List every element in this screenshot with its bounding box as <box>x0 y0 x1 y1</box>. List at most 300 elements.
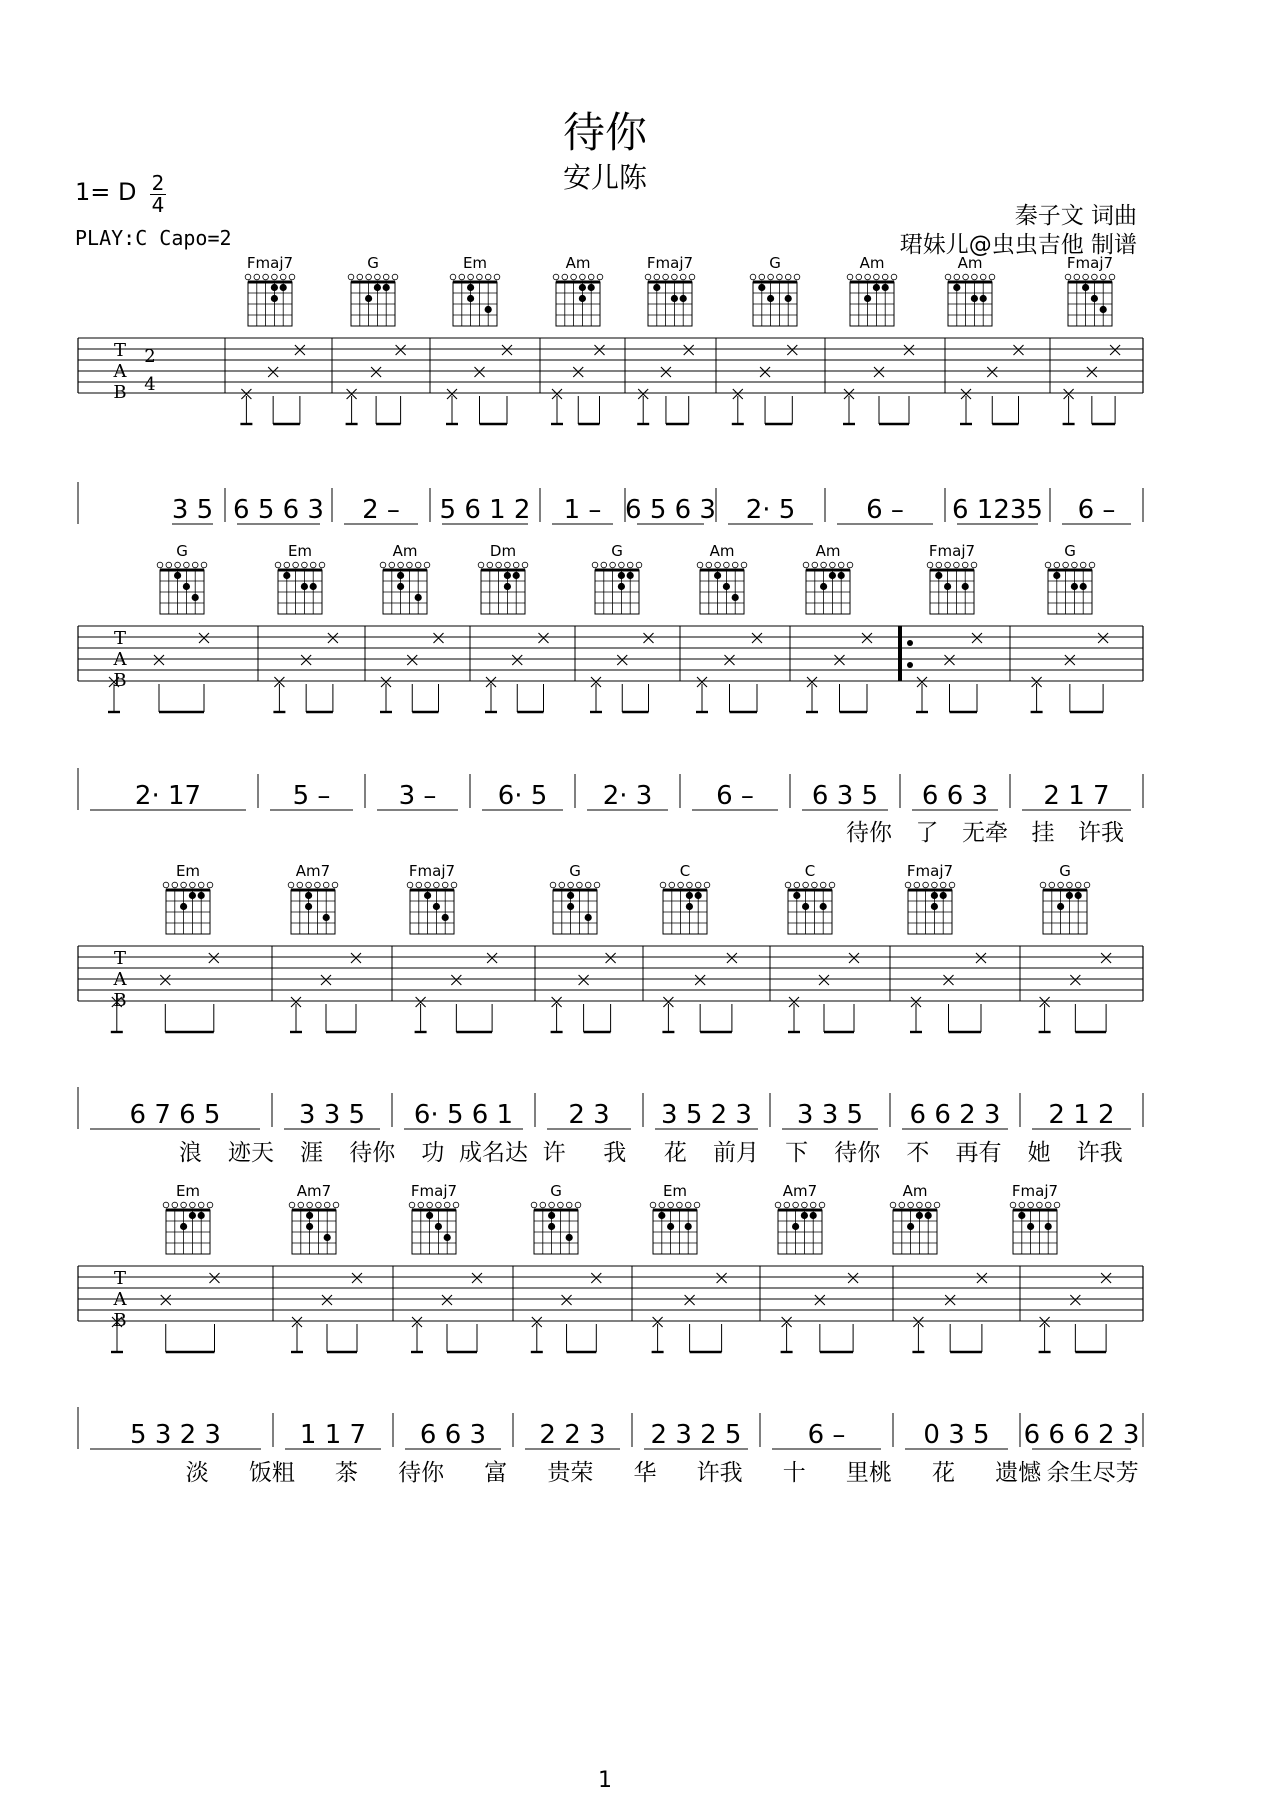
finger-dot <box>820 903 827 910</box>
open-string-marker <box>847 274 853 280</box>
open-string-marker <box>424 562 430 568</box>
open-string-marker <box>198 1202 204 1208</box>
lyric-word: 再有 <box>955 1140 1002 1166</box>
finger-dot <box>192 594 199 601</box>
lyric-word: 成名达 <box>458 1140 528 1166</box>
chord-name: Am <box>902 1182 928 1200</box>
finger-dot <box>618 572 625 579</box>
lyric-word: 迹天 <box>227 1140 274 1166</box>
finger-dot <box>785 295 792 302</box>
tab-strum-mark <box>210 1273 220 1283</box>
lyric-word: 许我 <box>1076 1140 1123 1166</box>
tab-strum-mark <box>976 953 986 963</box>
tab-strum-mark <box>1098 633 1108 643</box>
jianpu-measure: 3 3 5 <box>796 1100 864 1130</box>
chord-diagram <box>163 1202 213 1254</box>
jianpu-measure: 5 – <box>292 781 331 811</box>
open-string-marker <box>1083 274 1089 280</box>
open-string-marker <box>890 1202 896 1208</box>
open-string-marker <box>865 274 871 280</box>
open-string-marker <box>450 274 456 280</box>
tab-strum-mark <box>987 367 997 377</box>
tab-strum-mark <box>1065 655 1075 665</box>
open-string-marker <box>407 882 413 888</box>
chord-diagram <box>348 274 398 326</box>
open-string-marker <box>562 274 568 280</box>
jianpu-measure: 6 6 3 <box>921 781 989 811</box>
open-string-marker <box>908 1202 914 1208</box>
finger-dot <box>864 295 871 302</box>
finger-dot <box>1100 306 1107 313</box>
finger-dot <box>566 1234 573 1241</box>
lyric-word: 她 <box>1027 1140 1051 1166</box>
tab-strum-mark <box>874 367 884 377</box>
open-string-marker <box>659 1202 665 1208</box>
open-string-marker <box>802 1202 808 1208</box>
lyric-word: 里桃 <box>845 1460 892 1486</box>
finger-dot <box>686 903 693 910</box>
finger-dot <box>1057 903 1064 910</box>
tab-strum-mark <box>209 953 219 963</box>
open-string-marker <box>332 882 338 888</box>
chord-name: Fmaj7 <box>1066 254 1114 272</box>
lyric-word: 十 <box>782 1460 806 1486</box>
chord-name: Fmaj7 <box>646 254 694 272</box>
tab-strum-mark <box>1014 345 1024 355</box>
open-string-marker <box>1084 882 1090 888</box>
tab-clef-letter: T <box>113 1268 127 1289</box>
open-string-marker <box>794 882 800 888</box>
open-string-marker <box>198 882 204 888</box>
tab-strum-mark <box>451 975 461 985</box>
open-string-marker <box>685 1202 691 1208</box>
finger-dot <box>305 892 312 899</box>
open-string-marker <box>513 562 519 568</box>
finger-dot <box>180 903 187 910</box>
chord-name: Am7 <box>782 1182 818 1200</box>
tab-strum-mark <box>371 367 381 377</box>
finger-dot <box>504 572 511 579</box>
jianpu-measure: 2 3 2 5 <box>650 1420 742 1450</box>
open-string-marker <box>434 882 440 888</box>
tab-strum-mark <box>725 655 735 665</box>
tab-strum-mark <box>684 345 694 355</box>
jianpu-measure: 2 – <box>362 495 400 525</box>
tab-strum-mark <box>407 655 417 665</box>
open-string-marker <box>768 274 774 280</box>
credit-arranger: 珺妹儿@虫虫吉他 制谱 <box>899 232 1137 258</box>
lyric-word: 饭粗 <box>248 1460 295 1486</box>
tab-strum-mark <box>644 633 654 643</box>
chord-name: G <box>769 254 781 272</box>
open-string-marker <box>571 274 577 280</box>
finger-dot <box>310 583 317 590</box>
tab-strum-mark <box>351 953 361 963</box>
tab-strum-mark <box>1101 1273 1111 1283</box>
lyric-word: 待你 <box>398 1460 445 1486</box>
chord-diagram <box>905 882 955 934</box>
finger-dot <box>301 583 308 590</box>
jianpu-measure: 6 3 5 <box>811 781 879 811</box>
lyric-word: 许我 <box>1078 820 1124 846</box>
open-string-marker <box>380 562 386 568</box>
open-string-marker <box>172 882 178 888</box>
lyric-word: 无牵 <box>962 820 1008 846</box>
open-string-marker <box>1058 882 1064 888</box>
chord-name: C <box>804 862 816 880</box>
tab-staff <box>78 1266 1143 1352</box>
chord-diagram <box>531 1202 581 1254</box>
open-string-marker <box>936 562 942 568</box>
finger-dot <box>397 572 404 579</box>
open-string-marker <box>793 1202 799 1208</box>
finger-dot <box>940 892 947 899</box>
chord-diagram <box>163 882 213 934</box>
chord-diagram <box>550 882 600 934</box>
finger-dot <box>829 572 836 579</box>
tab-strum-mark <box>573 367 583 377</box>
open-string-marker <box>558 1202 564 1208</box>
open-string-marker <box>619 562 625 568</box>
jianpu-measure: 2· 5 <box>745 495 796 525</box>
open-string-marker <box>1037 1202 1043 1208</box>
open-string-marker <box>680 274 686 280</box>
lyric-word: 贵荣 <box>547 1460 594 1486</box>
tab-clef-letter: T <box>113 628 127 649</box>
chord-name: Em <box>287 542 313 560</box>
open-string-marker <box>1019 1202 1025 1208</box>
open-string-marker <box>416 882 422 888</box>
jianpu-measure: 5 6 1 2 <box>439 495 531 525</box>
open-string-marker <box>254 274 260 280</box>
finger-dot <box>397 583 404 590</box>
open-string-marker <box>669 882 675 888</box>
jianpu-measure: 2 1 7 <box>1043 781 1110 811</box>
chord-name: Fmaj7 <box>928 542 976 560</box>
finger-dot <box>820 583 827 590</box>
lyric-word: 了 <box>915 820 939 846</box>
tab-strum-mark <box>819 975 829 985</box>
open-string-marker <box>307 1202 313 1208</box>
open-string-marker <box>245 274 251 280</box>
finger-dot <box>732 594 739 601</box>
tab-strum-mark <box>760 367 770 377</box>
open-string-marker <box>1074 274 1080 280</box>
finger-dot <box>579 284 586 291</box>
lyric-word: 遗憾 <box>995 1460 1042 1486</box>
finger-dot <box>271 295 278 302</box>
repeat-dot <box>907 640 913 646</box>
tab-strum-mark <box>717 1273 727 1283</box>
open-string-marker <box>323 882 329 888</box>
tab-strum-mark <box>434 633 444 643</box>
tab-strum-mark <box>154 655 164 665</box>
open-string-marker <box>829 882 835 888</box>
open-string-marker <box>706 562 712 568</box>
finger-dot <box>1053 572 1060 579</box>
finger-dot <box>714 572 721 579</box>
tab-strum-mark <box>475 367 485 377</box>
chord-diagram <box>1065 274 1115 326</box>
tab-clef-letter: B <box>113 1310 127 1331</box>
chord-name: Am7 <box>295 862 331 880</box>
open-string-marker <box>663 274 669 280</box>
open-string-marker <box>917 1202 923 1208</box>
tab-strum-mark <box>685 1295 695 1305</box>
open-string-marker <box>785 882 791 888</box>
finger-dot <box>283 572 290 579</box>
chord-name: G <box>367 254 379 272</box>
tab-strum-mark <box>815 1295 825 1305</box>
lyric-word: 下 <box>785 1140 809 1166</box>
tab-time-sig: 4 <box>144 374 156 395</box>
jianpu-measure: 2 2 3 <box>539 1420 606 1450</box>
chord-diagram <box>380 562 430 614</box>
chord-name: Em <box>662 1182 688 1200</box>
finger-dot <box>306 1223 313 1230</box>
open-string-marker <box>830 562 836 568</box>
open-string-marker <box>1045 1202 1051 1208</box>
chord-diagram <box>1010 1202 1060 1254</box>
finger-dot <box>767 295 774 302</box>
jianpu-measure: 3 5 2 3 <box>661 1100 752 1130</box>
lyric-word: 挂 <box>1031 820 1055 846</box>
open-string-marker <box>531 1202 537 1208</box>
finger-dot <box>324 1234 331 1241</box>
open-string-marker <box>298 1202 304 1208</box>
open-string-marker <box>181 1202 187 1208</box>
jianpu-measure: 6 6 3 <box>419 1420 487 1450</box>
open-string-marker <box>505 562 511 568</box>
open-string-marker <box>293 562 299 568</box>
chord-diagram <box>409 1202 459 1254</box>
open-string-marker <box>794 274 800 280</box>
chord-name: G <box>1064 542 1076 560</box>
open-string-marker <box>184 562 190 568</box>
open-string-marker <box>1080 562 1086 568</box>
open-string-marker <box>989 274 995 280</box>
finger-dot <box>567 892 574 899</box>
open-string-marker <box>1054 1202 1060 1208</box>
tab-strum-mark <box>512 655 522 665</box>
chord-diagram <box>1045 562 1095 614</box>
open-string-marker <box>522 562 528 568</box>
open-string-marker <box>324 1202 330 1208</box>
tab-strum-mark <box>835 655 845 665</box>
tab-strum-mark <box>862 633 872 643</box>
tab-strum-mark <box>617 655 627 665</box>
finger-dot <box>627 572 634 579</box>
jianpu-measure: 6 6 6 2 3 <box>1023 1420 1140 1450</box>
tab-clef-letter: B <box>113 382 127 403</box>
jianpu-measure: 6 – <box>807 1420 846 1450</box>
open-string-marker <box>289 274 295 280</box>
open-string-marker <box>923 882 929 888</box>
open-string-marker <box>803 562 809 568</box>
open-string-marker <box>678 882 684 888</box>
tab-strum-mark <box>945 655 955 665</box>
open-string-marker <box>427 1202 433 1208</box>
chord-diagram <box>775 1202 825 1254</box>
finger-dot <box>306 1212 313 1219</box>
open-string-marker <box>418 1202 424 1208</box>
finger-dot <box>1082 284 1089 291</box>
finger-dot <box>435 1223 442 1230</box>
open-string-marker <box>687 882 693 888</box>
finger-dot <box>365 295 372 302</box>
open-string-marker <box>1109 274 1115 280</box>
open-string-marker <box>477 274 483 280</box>
jianpu-measure: 2 1 2 <box>1048 1100 1115 1130</box>
open-string-marker <box>963 274 969 280</box>
finger-dot <box>198 892 205 899</box>
chord-diagram <box>1040 882 1090 934</box>
open-string-marker <box>585 882 591 888</box>
finger-dot <box>658 1212 665 1219</box>
finger-dot <box>980 295 987 302</box>
open-string-marker <box>485 274 491 280</box>
finger-dot <box>695 892 702 899</box>
tab-staff <box>78 338 1143 424</box>
finger-dot <box>305 903 312 910</box>
credit-composer: 秦子文 词曲 <box>1014 203 1137 229</box>
finger-dot <box>426 1212 433 1219</box>
open-string-marker <box>677 1202 683 1208</box>
open-string-marker <box>645 274 651 280</box>
tab-strum-mark <box>591 1273 601 1283</box>
finger-dot <box>1080 583 1087 590</box>
lyric-word: 前月 <box>712 1140 759 1166</box>
open-string-marker <box>594 882 600 888</box>
lyric-word: 许 <box>542 1140 566 1166</box>
tab-strum-mark <box>972 633 982 643</box>
open-string-marker <box>540 1202 546 1208</box>
open-string-marker <box>932 882 938 888</box>
finger-dot <box>415 594 422 601</box>
chord-diagram <box>245 274 295 326</box>
open-string-marker <box>207 1202 213 1208</box>
finger-dot <box>667 1223 674 1230</box>
finger-dot <box>793 892 800 899</box>
finger-dot <box>953 284 960 291</box>
open-string-marker <box>166 562 172 568</box>
tab-strum-mark <box>1110 345 1120 355</box>
open-string-marker <box>905 882 911 888</box>
tab-strum-mark <box>322 1295 332 1305</box>
finger-dot <box>383 284 390 291</box>
finger-dot <box>271 284 278 291</box>
finger-dot <box>686 892 693 899</box>
tab-strum-mark <box>160 975 170 985</box>
chord-diagram <box>750 274 800 326</box>
open-string-marker <box>627 562 633 568</box>
tab-strum-mark <box>787 345 797 355</box>
lyric-word: 许我 <box>696 1460 743 1486</box>
open-string-marker <box>715 562 721 568</box>
jianpu-measure: 1 – <box>563 495 602 525</box>
finger-dot <box>653 284 660 291</box>
tab-strum-mark <box>502 345 512 355</box>
tab-strum-mark <box>295 345 305 355</box>
open-string-marker <box>436 1202 442 1208</box>
time-sig-top: 2 <box>151 171 165 195</box>
lyric-word: 功 <box>421 1140 445 1166</box>
open-string-marker <box>366 274 372 280</box>
finger-dot <box>962 583 969 590</box>
tab-strum-mark <box>849 953 859 963</box>
open-string-marker <box>650 1202 656 1208</box>
chord-diagram <box>945 274 995 326</box>
open-string-marker <box>550 882 556 888</box>
open-string-marker <box>812 882 818 888</box>
lyric-word: 富 <box>484 1460 508 1486</box>
open-string-marker <box>568 882 574 888</box>
open-string-marker <box>478 562 484 568</box>
finger-dot <box>723 583 730 590</box>
chord-diagram <box>650 1202 700 1254</box>
tab-strum-mark <box>945 1295 955 1305</box>
open-string-marker <box>1075 882 1081 888</box>
chord-diagram <box>785 882 835 934</box>
jianpu-measure: 3 3 5 <box>298 1100 366 1130</box>
tab-strum-mark <box>944 975 954 985</box>
open-string-marker <box>694 1202 700 1208</box>
open-string-marker <box>819 1202 825 1208</box>
open-string-marker <box>190 1202 196 1208</box>
finger-dot <box>618 583 625 590</box>
finger-dot <box>180 1223 187 1230</box>
jianpu-measure: 5 3 2 3 <box>130 1420 221 1450</box>
jianpu-measure: 6 – <box>866 495 904 525</box>
open-string-marker <box>945 562 951 568</box>
jianpu-measure: 0 3 5 <box>923 1420 990 1450</box>
open-string-marker <box>980 274 986 280</box>
open-string-marker <box>442 882 448 888</box>
jianpu-measure: 6 5 6 3 <box>233 495 324 525</box>
finger-dot <box>174 572 181 579</box>
chord-name: Em <box>175 862 201 880</box>
tab-strum-mark <box>472 1273 482 1283</box>
chord-name: Fmaj7 <box>246 254 294 272</box>
finger-dot <box>567 903 574 910</box>
tab-strum-mark <box>1087 367 1097 377</box>
finger-dot <box>485 306 492 313</box>
finger-dot <box>467 284 474 291</box>
open-string-marker <box>856 274 862 280</box>
open-string-marker <box>689 274 695 280</box>
finger-dot <box>907 1223 914 1230</box>
open-string-marker <box>777 274 783 280</box>
tab-strum-mark <box>562 1295 572 1305</box>
open-string-marker <box>668 1202 674 1208</box>
open-string-marker <box>275 562 281 568</box>
open-string-marker <box>549 1202 555 1208</box>
chord-diagram <box>275 562 325 614</box>
open-string-marker <box>444 1202 450 1208</box>
finger-dot <box>323 914 330 921</box>
tab-strum-mark <box>1070 975 1080 985</box>
tab-strum-mark <box>727 953 737 963</box>
open-string-marker <box>1100 274 1106 280</box>
open-string-marker <box>1045 562 1051 568</box>
open-string-marker <box>1089 562 1095 568</box>
chord-diagram <box>288 882 338 934</box>
tab-staff <box>78 946 1143 1032</box>
finger-dot <box>189 892 196 899</box>
open-string-marker <box>775 1202 781 1208</box>
jianpu-measure: 6 7 6 5 <box>129 1100 221 1130</box>
open-string-marker <box>759 274 765 280</box>
